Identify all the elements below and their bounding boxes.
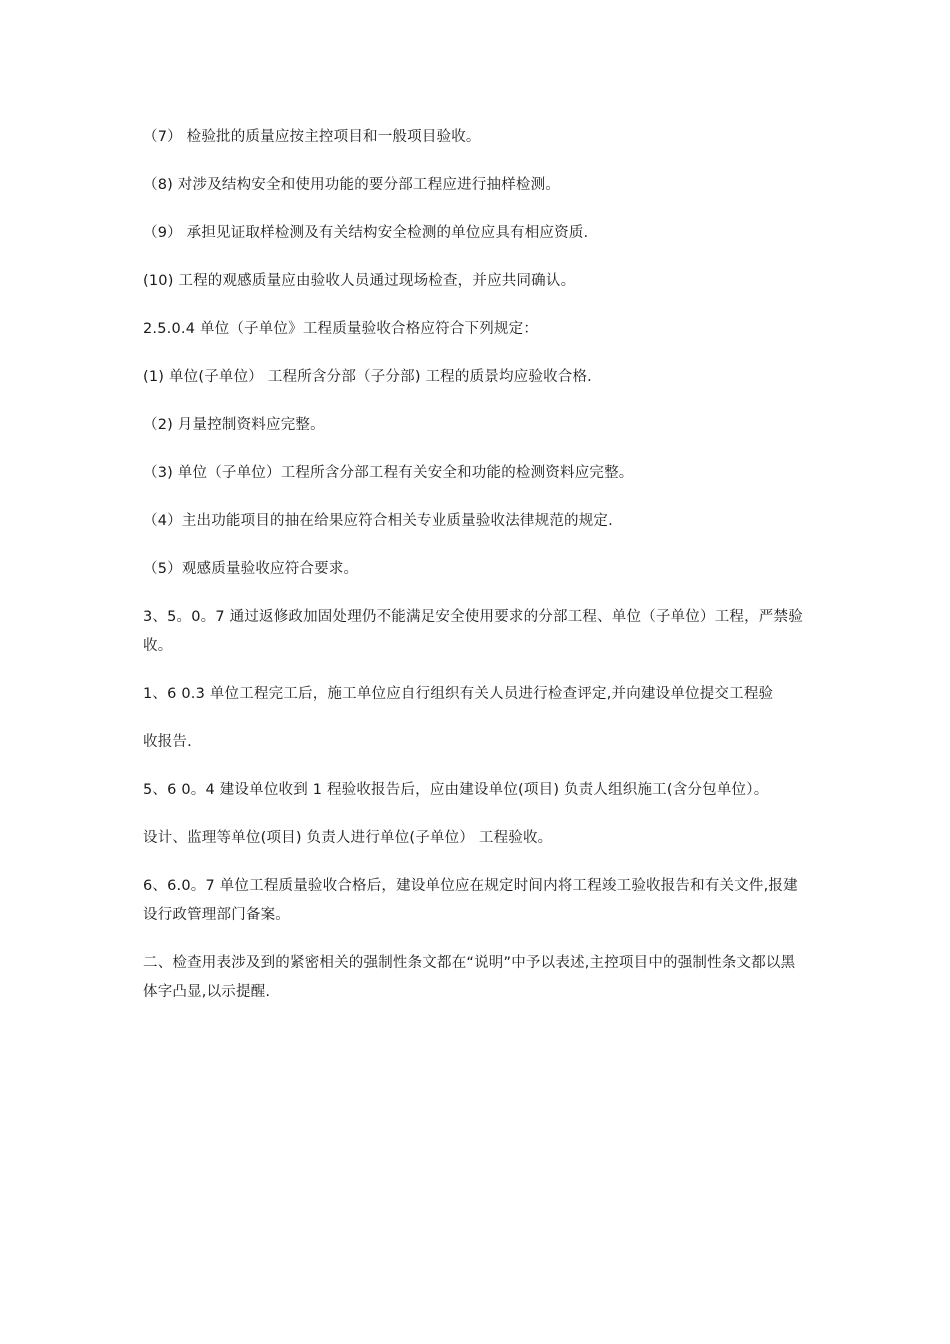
paragraph-section-two: 二、检查用表涉及到的紧密相关的强制性条文都在“说明”中予以表述,主控项目中的强制性条文都以黑体字凸显,以示提醒. [143, 955, 796, 1000]
paragraph-1603: 1、6 0.3 单位工程完工后，施工单位应自行组织有关人员进行检查评定,并向建设单位提交工程验 [143, 686, 774, 702]
paragraph-5: （5）观感质量验收应符合要求。 [143, 561, 359, 577]
paragraph-2: （2) 月量控制资料应完整。 [143, 417, 325, 433]
paragraph-7: （7） 检验批的质量应按主控项目和一般项目验收。 [143, 129, 481, 145]
paragraph-design-supervision: 设计、监理等单位(项目) 负责人进行单位(子单位） 工程验收。 [143, 830, 553, 846]
paragraph-10: (10) 工程的观感质量应由验收人员通过现场检查，并应共同确认。 [143, 273, 576, 289]
paragraph-3: （3) 单位（子单位）工程所含分部工程有关安全和功能的检测资料应完整。 [143, 465, 634, 481]
paragraph-8: （8) 对涉及结构安全和使用功能的要分部工程应进行抽样检测。 [143, 177, 560, 193]
paragraph-4: （4）主出功能项目的抽在给果应符合相关专业质量验收法律规范的规定. [143, 513, 613, 529]
paragraph-9: （9） 承担见证取样检测及有关结构安全检测的单位应具有相应资质. [143, 225, 589, 241]
paragraph-3507: 3、5。0。7 通过返修政加固处理仍不能满足安全使用要求的分部工程、单位（子单位）工程，严禁验收。 [143, 609, 803, 654]
paragraph-1603-continued: 收报告. [143, 734, 192, 750]
paragraph-6607: 6、6.0。7 单位工程质量验收合格后，建设单位应在规定时间内将工程竣工验收报告和有关文件,报建设行政管理部门备案。 [143, 878, 798, 923]
document-body [143, 123, 808, 1026]
section-heading-2504: 2.5.0.4 单位（子单位》工程质量验收合格应符合下列规定： [143, 321, 539, 337]
paragraph-5604: 5、6 0。4 建设单位收到 1 程验收报告后，应由建设单位(项目) 负责人组织施工(含分包单位）。 [143, 782, 769, 798]
paragraph-1: (1) 单位(子单位） 工程所含分部（子分部) 工程的质景均应验收合格. [143, 369, 592, 385]
